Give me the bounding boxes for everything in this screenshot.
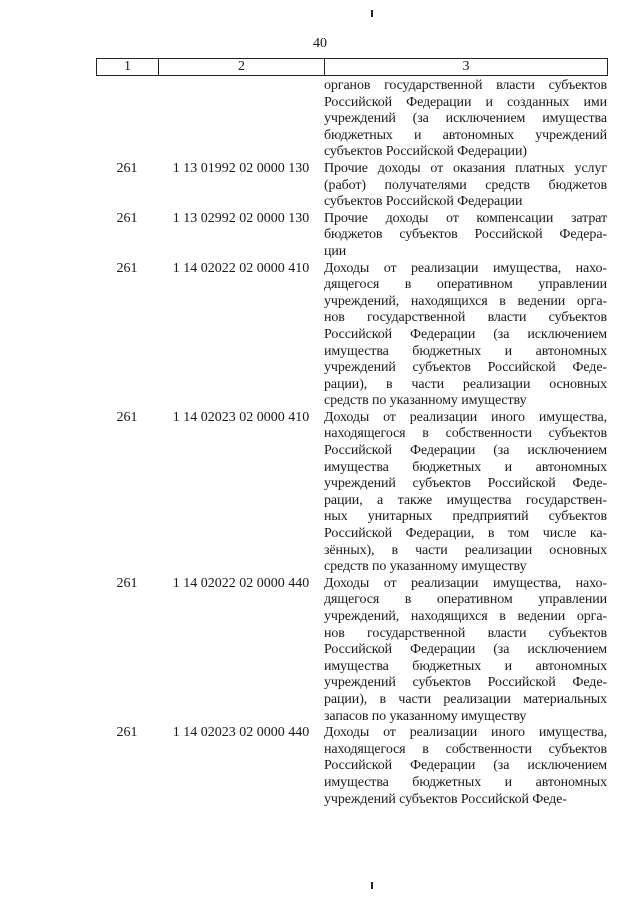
text-line: учреждений субъектов Российской Феде- [324,675,607,691]
text-line: органов государственной власти субъектов [324,78,607,93]
text-line: учреждений, находящихся в ведении орга- [324,293,607,309]
text-line: Российской Федерации (за исключением [324,642,607,658]
income-code-cell: 1 13 02992 02 0000 130 [172,210,310,226]
text-line: запасов по указанному имуществу [324,708,527,724]
text-line: Прочие доходы от оказания платных услуг [324,160,607,176]
text-line: бюджетов субъектов Российской Федера- [324,227,607,243]
text-line: имущества бюджетных и автономных [324,658,607,674]
income-name-cell [324,211,607,261]
table-row [96,161,610,211]
scan-mark-top [371,10,373,17]
text-line: ных унитарных предприятий субъектов [324,509,607,525]
header-col-3: 3 [462,59,470,74]
admin-code-cell: 261 [116,725,138,741]
text-line: (работ) получателями средств бюджетов [324,177,607,193]
text-line: Доходы от реализации иного имущества, [324,725,607,741]
text-line: Прочие доходы от компенсации затрат [324,210,607,226]
income-name-cell [324,261,607,410]
text-line: Доходы от реализации имущества, нахо- [324,260,607,276]
table-row-continuation [96,78,610,161]
income-code-cell: 1 14 02022 02 0000 410 [172,260,310,276]
text-line: учреждений (за исключением имущества [324,111,607,127]
income-code-cell: 1 14 02023 02 0000 440 [172,725,310,741]
header-col-1: 1 [97,59,159,75]
admin-code-cell: 261 [116,409,138,425]
table-row [96,576,610,725]
text-line: нов государственной власти субъектов [324,625,607,641]
table-header [96,58,608,76]
table-row [96,410,610,576]
admin-code-cell: 261 [116,575,138,591]
admin-code-cell: 261 [116,210,138,226]
table-row [96,725,610,808]
income-name-cell [324,725,607,808]
income-name-cell [324,161,607,211]
text-line: Российской Федерации и созданных ими [324,94,607,110]
text-line: средств по указанному имуществу [324,393,527,409]
income-code-cell: 1 14 02022 02 0000 440 [172,575,310,591]
text-line: средств по указанному имуществу [324,559,527,575]
text-line: дящегося в оперативном управлении [324,592,607,608]
text-line: находящегося в собственности субъектов [324,741,607,757]
text-line: Российской Федерации (за исключением [324,326,607,342]
text-line: учреждений субъектов Российской Феде- [324,360,607,376]
text-line: Российской Федерации (за исключением [324,758,607,774]
text-line: Доходы от реализации иного имущества, [324,409,607,425]
text-line: имущества бюджетных и автономных [324,343,607,359]
text-line: находящегося в собственности субъектов [324,426,607,442]
admin-code-cell: 261 [116,260,138,276]
income-name-cell [324,78,607,161]
scan-mark-bottom [371,882,373,889]
text-line: ции [324,243,347,259]
text-line: имущества бюджетных и автономных [324,459,607,475]
text-line: Российской Федерации (за исключением [324,443,607,459]
page-number: 40 [313,36,327,51]
text-line: дящегося в оперативном управлении [324,277,607,293]
income-code-cell: 1 14 02023 02 0000 410 [172,409,310,425]
admin-code-cell: 261 [116,160,138,176]
text-line: зённых), в части реализации основных [324,542,607,558]
text-line: рации, а также имущества государствен- [324,492,607,508]
text-line: субъектов Российской Федерации [324,194,523,210]
text-line: учреждений, находящихся в ведении орга- [324,609,607,624]
header-col-2: 2 [159,59,325,75]
text-line: имущества бюджетных и автономных [324,774,607,790]
text-line: учреждений субъектов Российской Феде- [324,791,567,807]
income-name-cell [324,576,607,725]
text-line: субъектов Российской Федерации) [324,144,527,160]
table-row [96,211,610,261]
text-line: учреждений субъектов Российской Феде- [324,476,607,492]
text-line: Доходы от реализации имущества, нахо- [324,575,607,591]
text-line: рации), в части реализации материальных [324,691,607,707]
income-code-cell: 1 13 01992 02 0000 130 [172,160,310,176]
text-line: рации), в части реализации основных [324,376,607,392]
table-row [96,261,610,410]
table-body [96,78,610,808]
text-line: бюджетных и автономных учреждений [324,127,607,143]
text-line: нов государственной власти субъектов [324,310,607,326]
text-line: Российской Федерации, в том числе ка- [324,526,607,542]
income-name-cell [324,410,607,576]
